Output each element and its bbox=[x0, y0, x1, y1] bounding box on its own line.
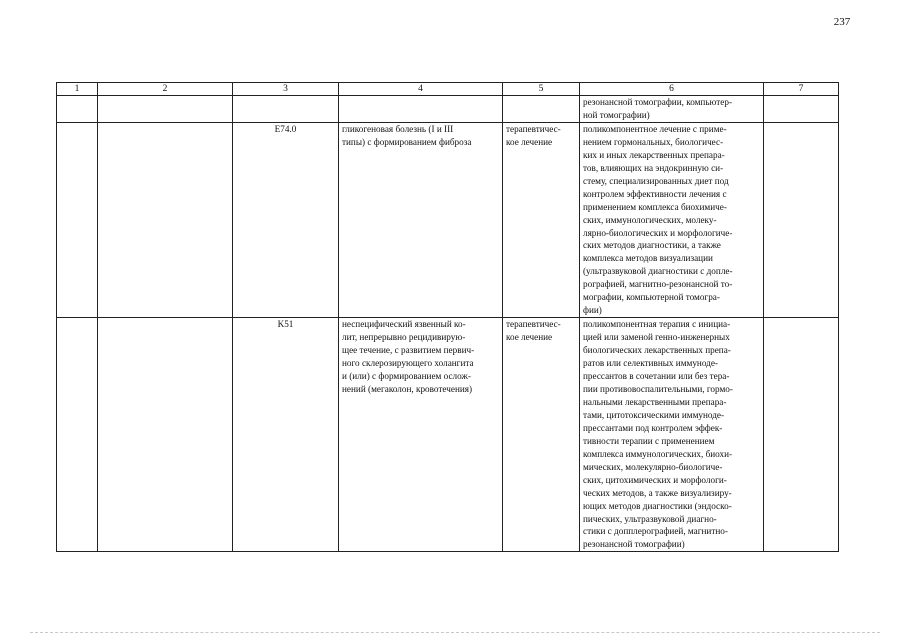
diagnosis-code-cell bbox=[233, 96, 339, 123]
disease-cell: неспецифический язвенный ко- лит, непрерывно рецидивирую- щее течение, с развитием первич- ного склерозирующего холангита и (или) с формированием ослож- нений (мегаколон, кровотечения) bbox=[339, 318, 503, 552]
table-row bbox=[57, 122, 839, 317]
table-row bbox=[57, 318, 839, 552]
disease-cell: гликогеновая болезнь (I и III типы) с формированием фиброза bbox=[339, 122, 503, 317]
header-col-6: 6 bbox=[580, 83, 764, 96]
diagnosis-code-cell: K51 bbox=[233, 318, 339, 552]
medical-care-table bbox=[56, 82, 839, 552]
header-col-1: 1 bbox=[57, 83, 98, 96]
cell-col-1 bbox=[57, 318, 98, 552]
cell-col-2 bbox=[98, 96, 233, 123]
table-header bbox=[57, 83, 839, 96]
cell-col-2 bbox=[98, 122, 233, 317]
cell-col-7 bbox=[764, 122, 839, 317]
treatment-method-cell: резонансной томографии, компьютер- ной томографии) bbox=[580, 96, 764, 123]
treatment-method-cell: поликомпонентная терапия с инициа- цией или заменой генно-инженерных биологических лекарственных препа- ратов или селективных иммуноде- прессантов в сочетании или без тера- пии противовоспалительными, гормо- нальными лекарственными препара- тами, цитотоксическими иммуноде- прессантами под контролем эффек- тивности терапии с применением комплекса иммунологических, биохи- мических, молекулярно-биологиче- ских, цитохимических и морфологи- ческих методов, а также визуализиру- ющих методов диагностики (эндоско- пических, ультразвуковой диагно- стики с допплерографией, магнитно- резонансной томографии) bbox=[580, 318, 764, 552]
cell-col-7 bbox=[764, 318, 839, 552]
treatment-method-cell: поликомпонентное лечение с приме- нением гормональных, биологичес- ких и иных лекарственных препара- тов, влияющих на эндокринную си- стему, специализированных диет под контролем эффективности лечения с применением комплекса биохимиче- ских, иммунологических, молеку- лярно-биологических и морфологиче- ских методов диагностики, а также комплекса методов визуализации (ультразвуковой диагностики с допле- рографией, магнитно-резонансной то- мографии, компьютерной томогра- фии) bbox=[580, 122, 764, 317]
cell-col-1 bbox=[57, 96, 98, 123]
header-col-7: 7 bbox=[764, 83, 839, 96]
table-row bbox=[57, 96, 839, 123]
table-body bbox=[57, 96, 839, 552]
treatment-type-cell: терапевтичес- кое лечение bbox=[503, 318, 580, 552]
diagnosis-code-cell: E74.0 bbox=[233, 122, 339, 317]
page-number: 237 bbox=[833, 16, 851, 28]
disease-cell bbox=[339, 96, 503, 123]
cell-col-2 bbox=[98, 318, 233, 552]
header-col-2: 2 bbox=[98, 83, 233, 96]
treatment-type-cell bbox=[503, 96, 580, 123]
header-col-4: 4 bbox=[339, 83, 503, 96]
treatment-type-cell: терапевтичес- кое лечение bbox=[503, 122, 580, 317]
cell-col-7 bbox=[764, 96, 839, 123]
header-col-5: 5 bbox=[503, 83, 580, 96]
cell-col-1 bbox=[57, 122, 98, 317]
header-col-3: 3 bbox=[233, 83, 339, 96]
scan-edge-line bbox=[30, 632, 880, 633]
header-row bbox=[57, 83, 839, 96]
